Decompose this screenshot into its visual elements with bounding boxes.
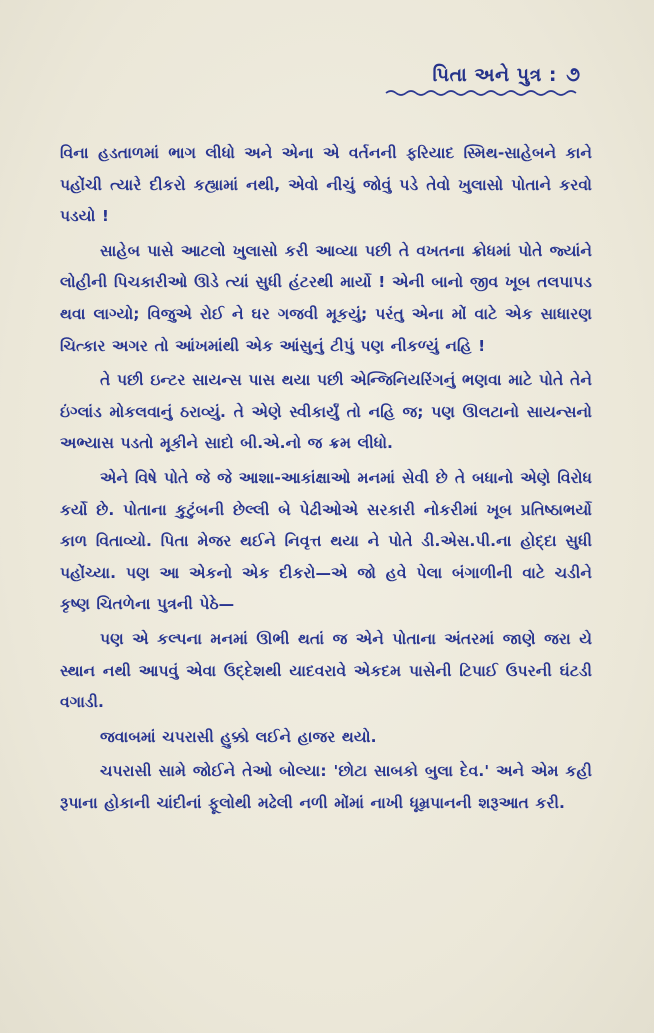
running-head-title: પિતા અને પુત્ર : <box>432 64 557 86</box>
body-text <box>60 138 592 822</box>
paragraph-1: વિના હડતાળમાં ભાગ લીધો અને એના એ વર્તનની ફરિયાદ સ્મિથ-સાહેબને કાને પહોંચી ત્યારે દીકરો કહ્યામાં નથી, એવો નીચું જોવું પડે તેવો ખુલાસો પોતાને કરવો પડયો ! <box>60 144 592 226</box>
paragraph-4: એને વિષે પોતે જે જે આશા-આકાંક્ષાઓ મનમાં સેવી છે તે બધાનો એણે વિરોધ કર્યો છે. પોતાના કુટુંબની છેલ્લી બે પેઢીઓએ સરકારી નોકરીમાં ખૂબ પ્રતિષ્ઠાભર્યો કાળ વિતાવ્યો. પિતા મેજર થઈને નિવૃત્ત થયા ને પોતે ડી.એસ.પી.ના હોદ્દા સુધી પહોંચ્યા. પણ આ એકનો એક દીકરો—એ જો હવે પેલા બંગાળીની વાટે ચડીને કૃષ્ણ ચિતળેના પુત્રની પેઠે— <box>60 468 592 614</box>
paragraph-2: સાહેબ પાસે આટલો ખુલાસો કરી આવ્યા પછી તે વખતના ક્રોધમાં પોતે જ્યાંને લોહીની પિચકારીઓ ઊડે ત્યાં સુધી હંટરથી માર્યો ! એની બાનો જીવ ખૂબ તલપાપડ થવા લાગ્યો; વિજુએ રોઈ ને ઘર ગજવી મૂકયું; પરંતુ એના મોં વાટે એક સાધારણ ચિત્કાર અગર તો આંખમાંથી એક આંસુનું ટીપું પણ નીકળ્યું નહિ ! <box>60 241 592 355</box>
running-head <box>384 62 580 106</box>
wavy-underline-ornament <box>384 88 580 98</box>
paragraph-7: ચપરાસી સામે જોઈને તેઓ બોલ્યા: 'છોટા સાબકો બુલા દેવ.' અને એમ કહી રૂપાના હોકાની ચાંદીનાં ફૂલોથી મઢેલી નળી મોંમાં નાખી ધૂમ્રપાનની શરૂઆત કરી. <box>60 762 592 812</box>
page-number: ૭ <box>566 62 580 86</box>
paragraph-5: પણ એ કલ્પના મનમાં ઊભી થતાં જ એને પોતાના અંતરમાં જાણે જરા યે સ્થાન નથી આપવું એવા ઉદ્દેશથી યાદવરાવે એકદમ પાસેની ટિપાઈ ઉપરની ઘંટડી વગાડી. <box>60 629 592 712</box>
paragraph-3: તે પછી ઇન્ટર સાયન્સ પાસ થયા પછી એન્જિનિયરિંગનું ભણવા માટે પોતે તેને ઇંગ્લાંડ મોકલવાનું ઠરાવ્યું. તે એણે સ્વીકાર્યું તો નહિ જ; પણ ઊલટાનો સાયન્સનો અભ્યાસ પડતો મૂકીને સાદો બી.એ.નો જ ક્રમ લીધો. <box>60 371 592 453</box>
paragraph-6: જવાબમાં ચપરાસી હુક્કો લઈને હાજર થયો. <box>100 727 377 746</box>
